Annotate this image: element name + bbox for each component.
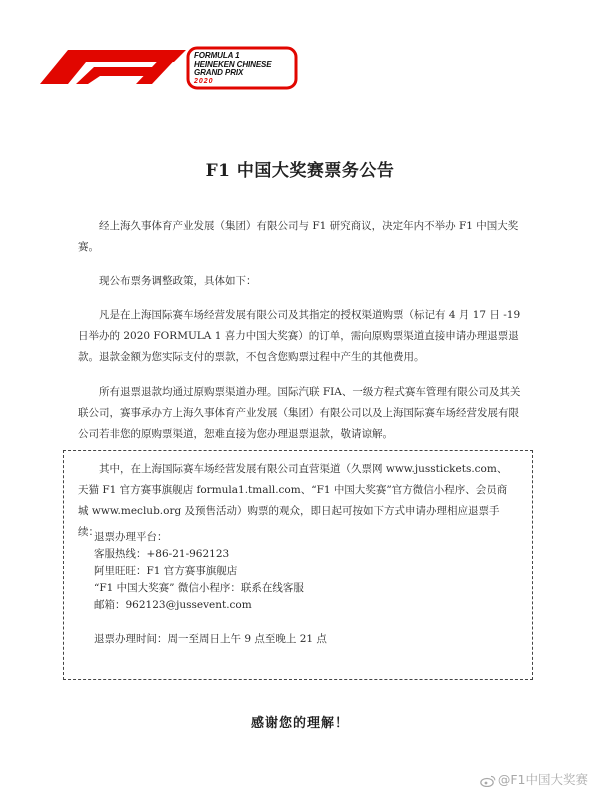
- notice-title: F1 中国大奖赛票务公告: [205, 161, 395, 181]
- paragraph-cancellation: 经上海久事体育产业发展（集团）有限公司与 F1 研究商议，决定年内不举办 F1 中国大奖赛。: [78, 220, 519, 253]
- platform-label: 退票办理平台：: [94, 531, 168, 543]
- refund-instructions-box: [63, 450, 533, 680]
- wechat-mini-program: “F1 中国大奖赛” 微信小程序：联系在线客服: [94, 582, 304, 594]
- weibo-watermark: [480, 770, 588, 788]
- paragraph-policy-intro: 现公布票务调整政策，具体如下：: [99, 275, 257, 287]
- paragraph-refund-rule: 凡是在上海国际赛车场经营发展有限公司及其指定的授权渠道购票（标记有 4 月 17 日 -19 日举办的 2020 FORMULA 1 喜力中国大奖赛）的订单，需向原购票渠道直接申请办理退票退款。退款金额为您实际支付的票款，不包含您购票过程中产生的其他费用。: [78, 309, 521, 363]
- wordmark-line-3: GRAND PRIX: [194, 68, 244, 78]
- refund-hours: 退票办理时间：周一至周日上午 9 点至晚上 21 点: [94, 633, 327, 645]
- thanks-message: 感谢您的理解！: [250, 716, 349, 731]
- wordmark-line-1: FORMULA 1: [194, 51, 240, 60]
- event-wordmark: [194, 52, 298, 86]
- weibo-icon: [480, 775, 496, 787]
- service-hotline: 客服热线：+86-21-962123: [94, 548, 230, 560]
- watermark-text: @F1中国大奖赛: [497, 772, 588, 787]
- wordmark-line-2: HEINEKEN CHINESE: [194, 59, 272, 69]
- alibaba-store: 阿里旺旺：F1 官方赛事旗舰店: [94, 565, 238, 577]
- service-email: 邮箱：962123@jussevent.com: [94, 599, 252, 611]
- f1-logo: [38, 44, 302, 94]
- wordmark-year: 2020: [194, 77, 214, 85]
- paragraph-refund-channel: 所有退票退款均通过原购票渠道办理。国际汽联 FIA、一级方程式赛车管理有限公司及其关联公司，赛事承办方上海久事体育产业发展（集团）有限公司以及上海国际赛车场经营发展有限公司若非您的原购票渠道，恕难直接为您办理退票退款，敬请谅解。: [78, 386, 521, 440]
- f1-logo-mark-icon: [38, 44, 188, 94]
- box-intro: 其中，在上海国际赛车场经营发展有限公司直营渠道（久票网 www.jusstickets.com、天猫 F1 官方赛事旗舰店 formula1.tmall.com、“F1 中国大奖赛”官方微信小程序、会员商城 www.meclub.org 及预售活动）购票的观众，即日起可按如下方式申请办理相应退票手续：: [78, 463, 508, 538]
